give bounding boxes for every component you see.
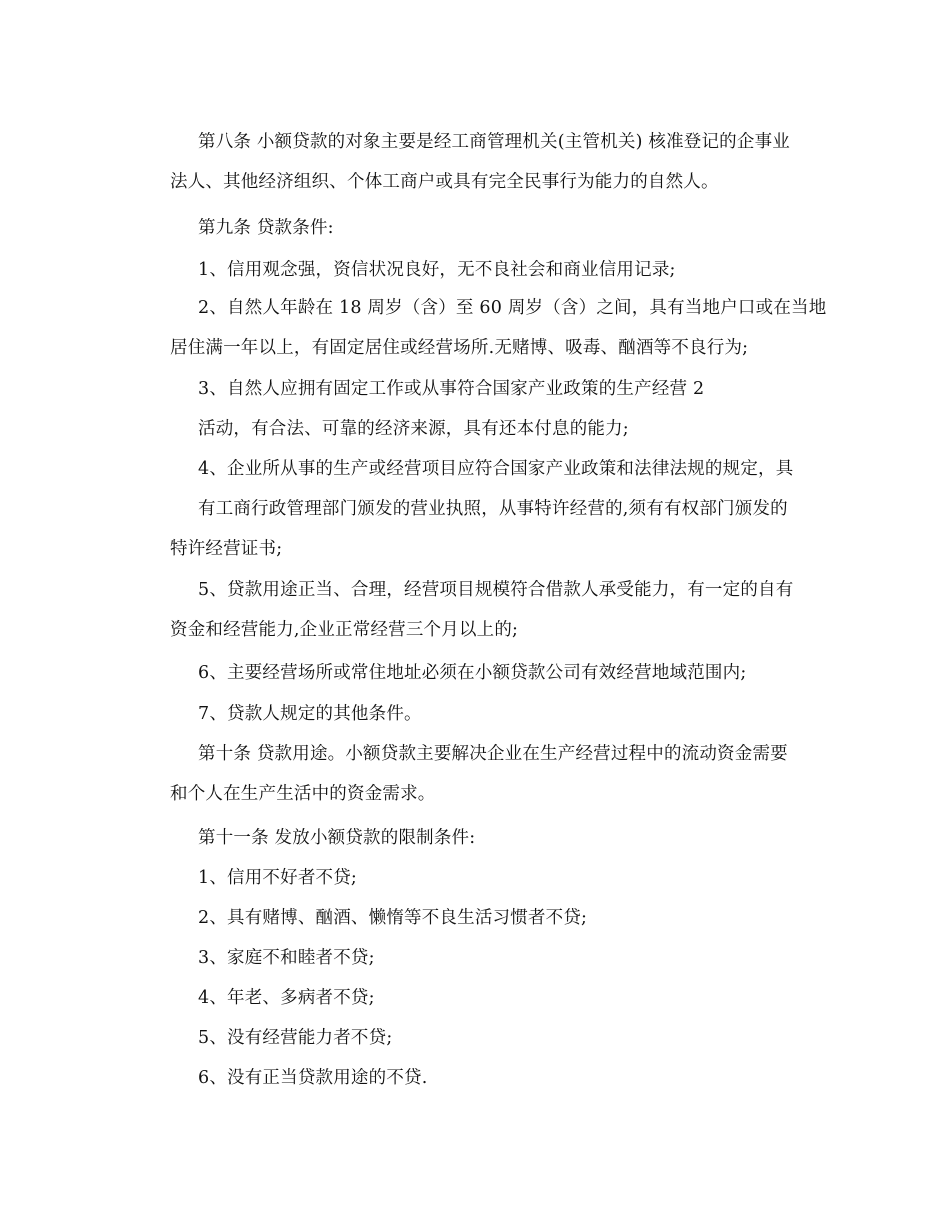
article-9-heading [142, 208, 807, 248]
text-line: 4、企业所从事的生产或经营项目应符合国家产业政策和法律法规的规定，具 [198, 459, 794, 479]
text-line: 3、自然人应拥有固定工作或从事符合国家产业政策的生产经营 2 [198, 379, 705, 399]
text-line: 7、贷款人规定的其他条件。 [198, 704, 422, 724]
condition-7 [142, 694, 807, 734]
condition-5 [142, 570, 807, 650]
article-8-paragraph [142, 122, 807, 202]
text-line: 5、贷款用途正当、合理，经营项目规模符合借款人承受能力，有一定的自有 [198, 580, 794, 600]
restriction-2 [142, 898, 807, 938]
restriction-5 [142, 1018, 807, 1058]
text-line: 活动，有合法、可靠的经济来源，具有还本付息的能力; [198, 419, 629, 439]
restriction-4 [142, 978, 807, 1018]
article-11-heading [142, 818, 807, 858]
text-line: 5、没有经营能力者不贷; [198, 1028, 393, 1048]
condition-3 [142, 369, 807, 409]
text-line: 法人、其他经济组织、个体工商户或具有完全民事行为能力的自然人。 [170, 172, 719, 192]
condition-2 [142, 288, 827, 368]
restriction-6 [142, 1058, 807, 1098]
text-line: 1、信用观念强，资信状况良好，无不良社会和商业信用记录; [198, 260, 676, 280]
text-line: 2、具有赌博、酗酒、懒惰等不良生活习惯者不贷; [198, 908, 588, 928]
condition-1 [142, 250, 807, 290]
text-line: 2、自然人年龄在 18 周岁（含）至 60 周岁（含）之间，具有当地户口或在当地 [198, 298, 827, 318]
text-line: 4、年老、多病者不贷; [198, 988, 375, 1008]
text-line: 第八条 小额贷款的对象主要是经工商管理机关(主管机关) 核准登记的企事业 [198, 132, 790, 152]
text-line: 和个人在生产生活中的资金需求。 [170, 784, 436, 804]
text-line: 第十条 贷款用途。小额贷款主要解决企业在生产经营过程中的流动资金需要 [198, 744, 788, 764]
restriction-1 [142, 858, 807, 898]
condition-6 [142, 653, 807, 693]
text-line: 第九条 贷款条件: [198, 218, 334, 238]
text-line: 第十一条 发放小额贷款的限制条件: [198, 828, 476, 848]
condition-4 [142, 449, 807, 569]
text-line: 居住满一年以上，有固定居住或经营场所.无赌博、吸毒、酗酒等不良行为; [170, 338, 749, 358]
text-line: 6、主要经营场所或常住地址必须在小额贷款公司有效经营地域范围内; [198, 663, 747, 683]
restriction-3 [142, 938, 807, 978]
condition-3-continued [142, 409, 807, 449]
text-line: 资金和经营能力,企业正常经营三个月以上的; [170, 620, 519, 640]
text-line: 有工商行政管理部门颁发的营业执照，从事特许经营的,须有有权部门颁发的 [198, 499, 788, 519]
text-line: 3、家庭不和睦者不贷; [198, 948, 375, 968]
text-line: 1、信用不好者不贷; [198, 868, 358, 888]
text-line: 6、没有正当贷款用途的不贷. [198, 1068, 428, 1088]
text-line: 特许经营证书; [170, 539, 283, 559]
article-10-paragraph [142, 734, 807, 814]
